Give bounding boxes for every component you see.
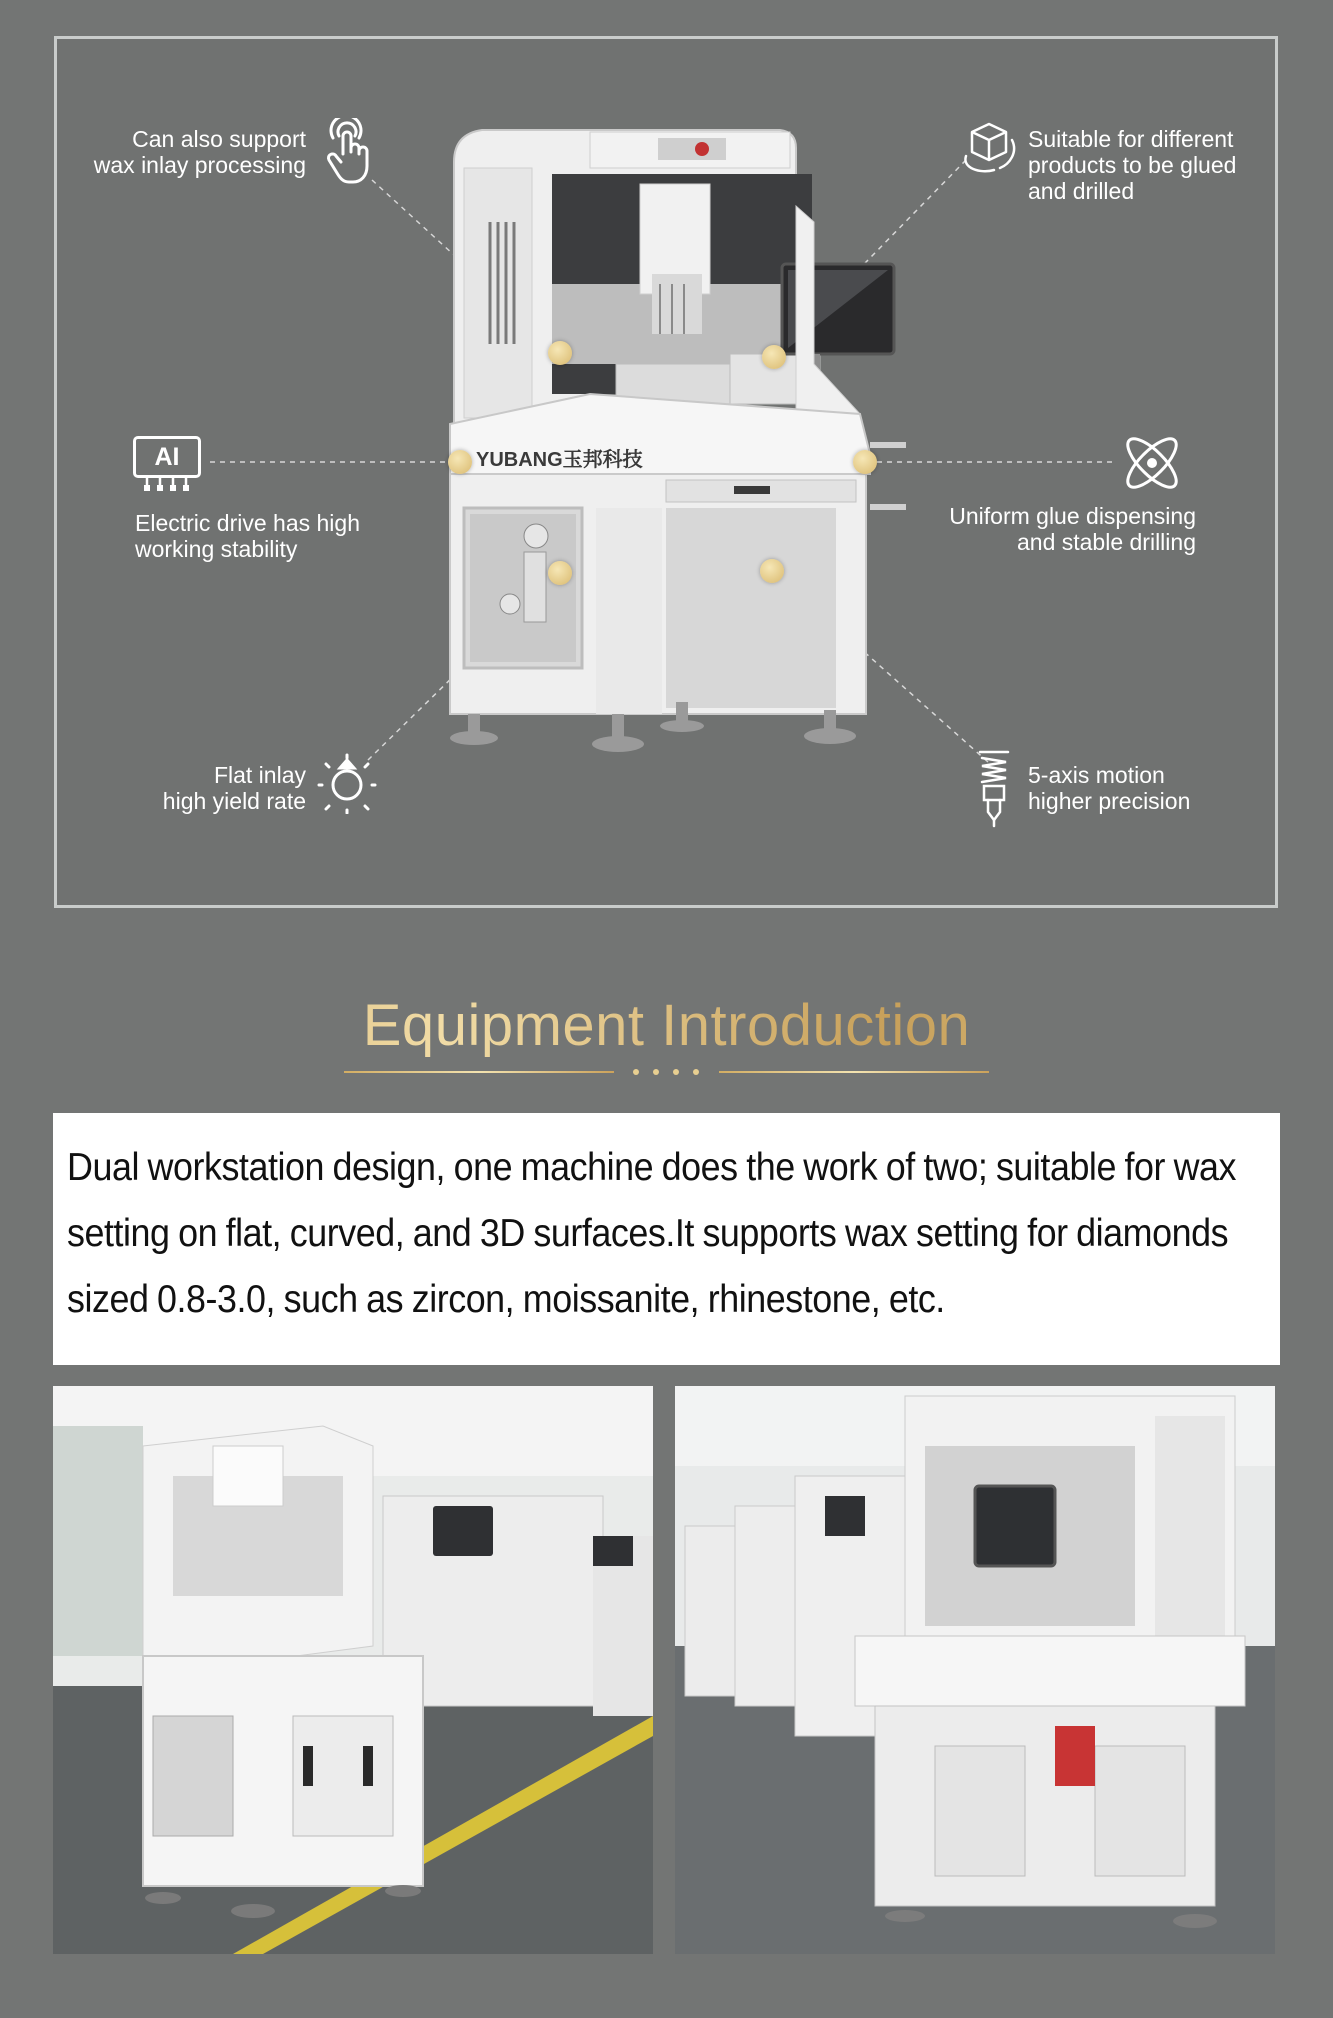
feature-motion-line1: 5-axis motion bbox=[1028, 762, 1165, 788]
description-text bbox=[67, 1135, 1263, 1333]
feature-products-line1: Suitable for different bbox=[1028, 126, 1234, 152]
factory-photo-right bbox=[675, 1386, 1275, 1954]
ring-icon bbox=[316, 752, 378, 814]
hotspot-dot[interactable] bbox=[853, 450, 877, 474]
cube-icon bbox=[960, 118, 1018, 178]
hotspot-dot[interactable] bbox=[448, 450, 472, 474]
feature-glue-line1: Uniform glue dispensing bbox=[949, 503, 1196, 529]
feature-glue bbox=[900, 503, 1196, 555]
ai-badge: AI bbox=[133, 436, 201, 478]
machine-brand-label: YUBANG玉邦科技 bbox=[476, 449, 643, 471]
feature-motion bbox=[1028, 762, 1190, 814]
feature-wax-inlay bbox=[70, 126, 306, 178]
feature-products bbox=[1028, 126, 1236, 204]
machine-illustration bbox=[440, 124, 920, 764]
feature-flat-line2: high yield rate bbox=[162, 788, 306, 814]
drill-spring-icon bbox=[974, 748, 1014, 828]
atom-icon bbox=[1117, 428, 1187, 498]
description-line: sized 0.8-3.0, such as zircon, moissanite, rhinestone, etc. bbox=[67, 1278, 945, 1321]
feature-electric bbox=[135, 510, 360, 562]
feature-wax-inlay-line2: wax inlay processing bbox=[93, 152, 306, 178]
feature-products-line3: and drilled bbox=[1028, 178, 1135, 204]
feature-products-line2: products to be glued bbox=[1028, 152, 1237, 178]
feature-wax-inlay-line1: Can also support bbox=[132, 126, 306, 152]
heading-divider bbox=[344, 1065, 989, 1079]
section-heading: Equipment Introduction bbox=[0, 992, 1333, 1059]
hotspot-dot[interactable] bbox=[548, 341, 572, 365]
touch-hand-icon bbox=[325, 118, 375, 188]
hotspot-dot[interactable] bbox=[548, 561, 572, 585]
description-line: setting on flat, curved, and 3D surfaces.It supports wax setting for diamonds bbox=[67, 1212, 1229, 1255]
factory-photo-left bbox=[53, 1386, 653, 1954]
ai-chip-icon bbox=[133, 436, 201, 492]
feature-electric-line2: working stability bbox=[135, 536, 298, 562]
feature-motion-line2: higher precision bbox=[1028, 788, 1191, 814]
hotspot-dot[interactable] bbox=[762, 345, 786, 369]
feature-electric-line1: Electric drive has high bbox=[135, 510, 360, 536]
feature-flat-line1: Flat inlay bbox=[213, 762, 306, 788]
description-line: Dual workstation design, one machine does the work of two; suitable for wax bbox=[67, 1146, 1237, 1189]
feature-flat bbox=[100, 762, 306, 814]
feature-glue-line2: and stable drilling bbox=[1016, 529, 1196, 555]
hotspot-dot[interactable] bbox=[760, 559, 784, 583]
description-box bbox=[53, 1113, 1280, 1365]
